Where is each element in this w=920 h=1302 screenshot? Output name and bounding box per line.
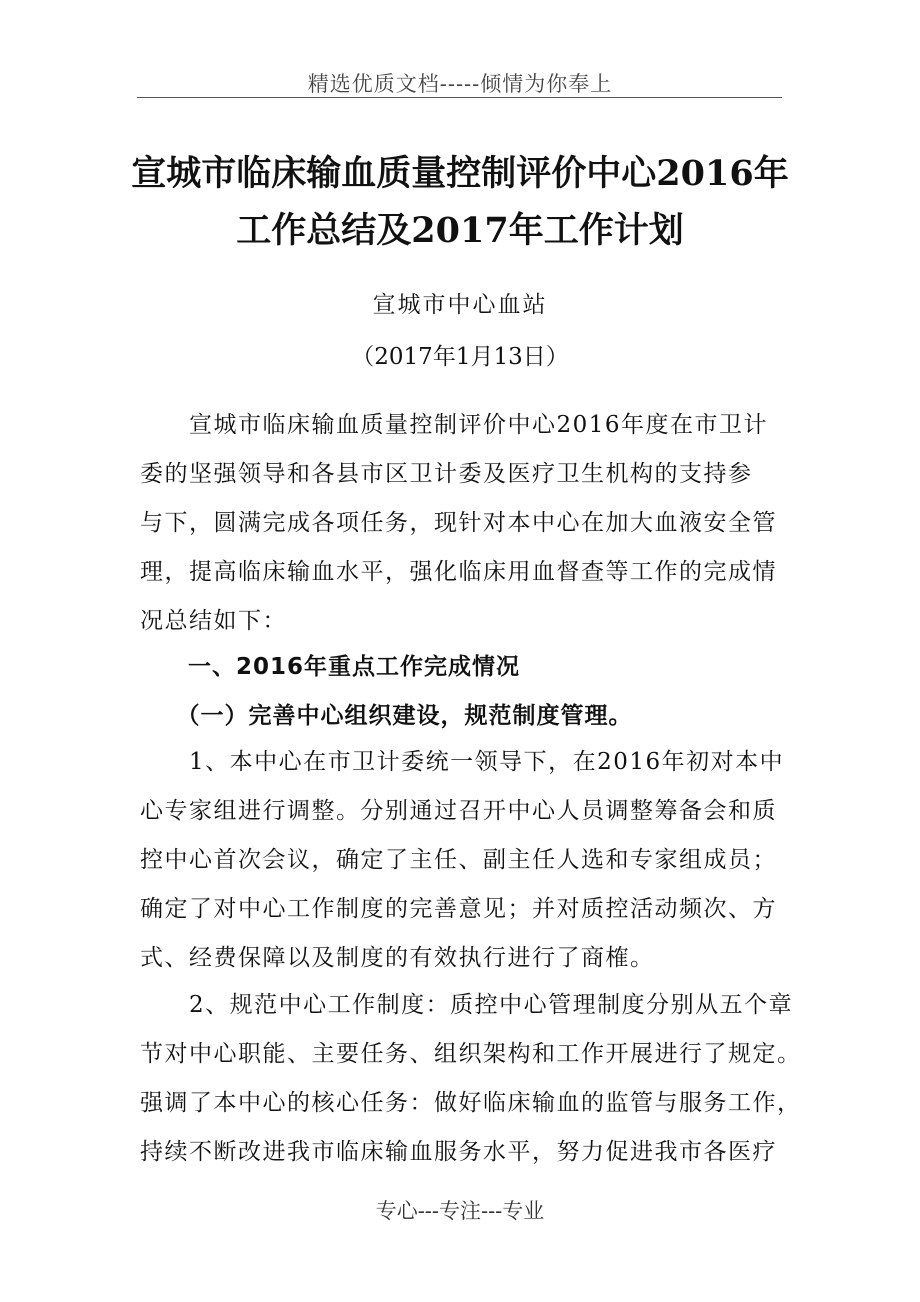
body-line: 确定了对中心工作制度的完善意见；并对质控活动频次、方 <box>140 896 777 922</box>
page-footer: 专心---专注---专业 <box>375 1199 545 1223</box>
document-title-line-2: 工作总结及2017年工作计划 <box>236 210 684 251</box>
section-heading: 一、2016年重点工作完成情况 <box>140 654 521 680</box>
body-line: 强调了本中心的核心任务：做好临床输血的监管与服务工作， <box>140 1090 802 1116</box>
body-line: 式、经费保障以及制度的有效执行进行了商榷。 <box>140 945 655 971</box>
body-line: 与下，圆满完成各项任务，现针对本中心在加大血液安全管 <box>140 510 777 536</box>
header-rule <box>137 97 782 98</box>
body-line: 理，提高临床输血水平，强化临床用血督查等工作的完成情 <box>140 559 777 585</box>
body-line: 持续不断改进我市临床输血服务水平，努力促进我市各医疗 <box>140 1139 777 1165</box>
author: 宣城市中心血站 <box>372 292 548 318</box>
subsection-heading: （一）完善中心组织建设，规范制度管理。 <box>140 703 633 729</box>
document-title-line-1: 宣城市临床输血质量控制评价中心2016年 <box>131 153 789 194</box>
date: （2017年1月13日） <box>351 344 569 370</box>
body-line: 委的坚强领导和各县市区卫计委及医疗卫生机构的支持参 <box>140 461 753 487</box>
page-header: 精选优质文档-----倾情为你奉上 <box>307 72 613 96</box>
body-line: 1、本中心在市卫计委统一领导下，在2016年初对本中 <box>140 749 785 775</box>
body-line: 控中心首次会议，确定了主任、副主任人选和专家组成员； <box>140 847 777 873</box>
body-line: 心专家组进行调整。分别通过召开中心人员调整筹备会和质 <box>140 798 777 824</box>
body-line: 2、规范中心工作制度：质控中心管理制度分别从五个章 <box>140 992 794 1018</box>
body-line: 况总结如下： <box>140 608 287 634</box>
body-line: 宣城市临床输血质量控制评价中心2016年度在市卫计 <box>140 412 769 438</box>
body-line: 节对中心职能、主要任务、组织架构和工作开展进行了规定。 <box>140 1041 802 1067</box>
